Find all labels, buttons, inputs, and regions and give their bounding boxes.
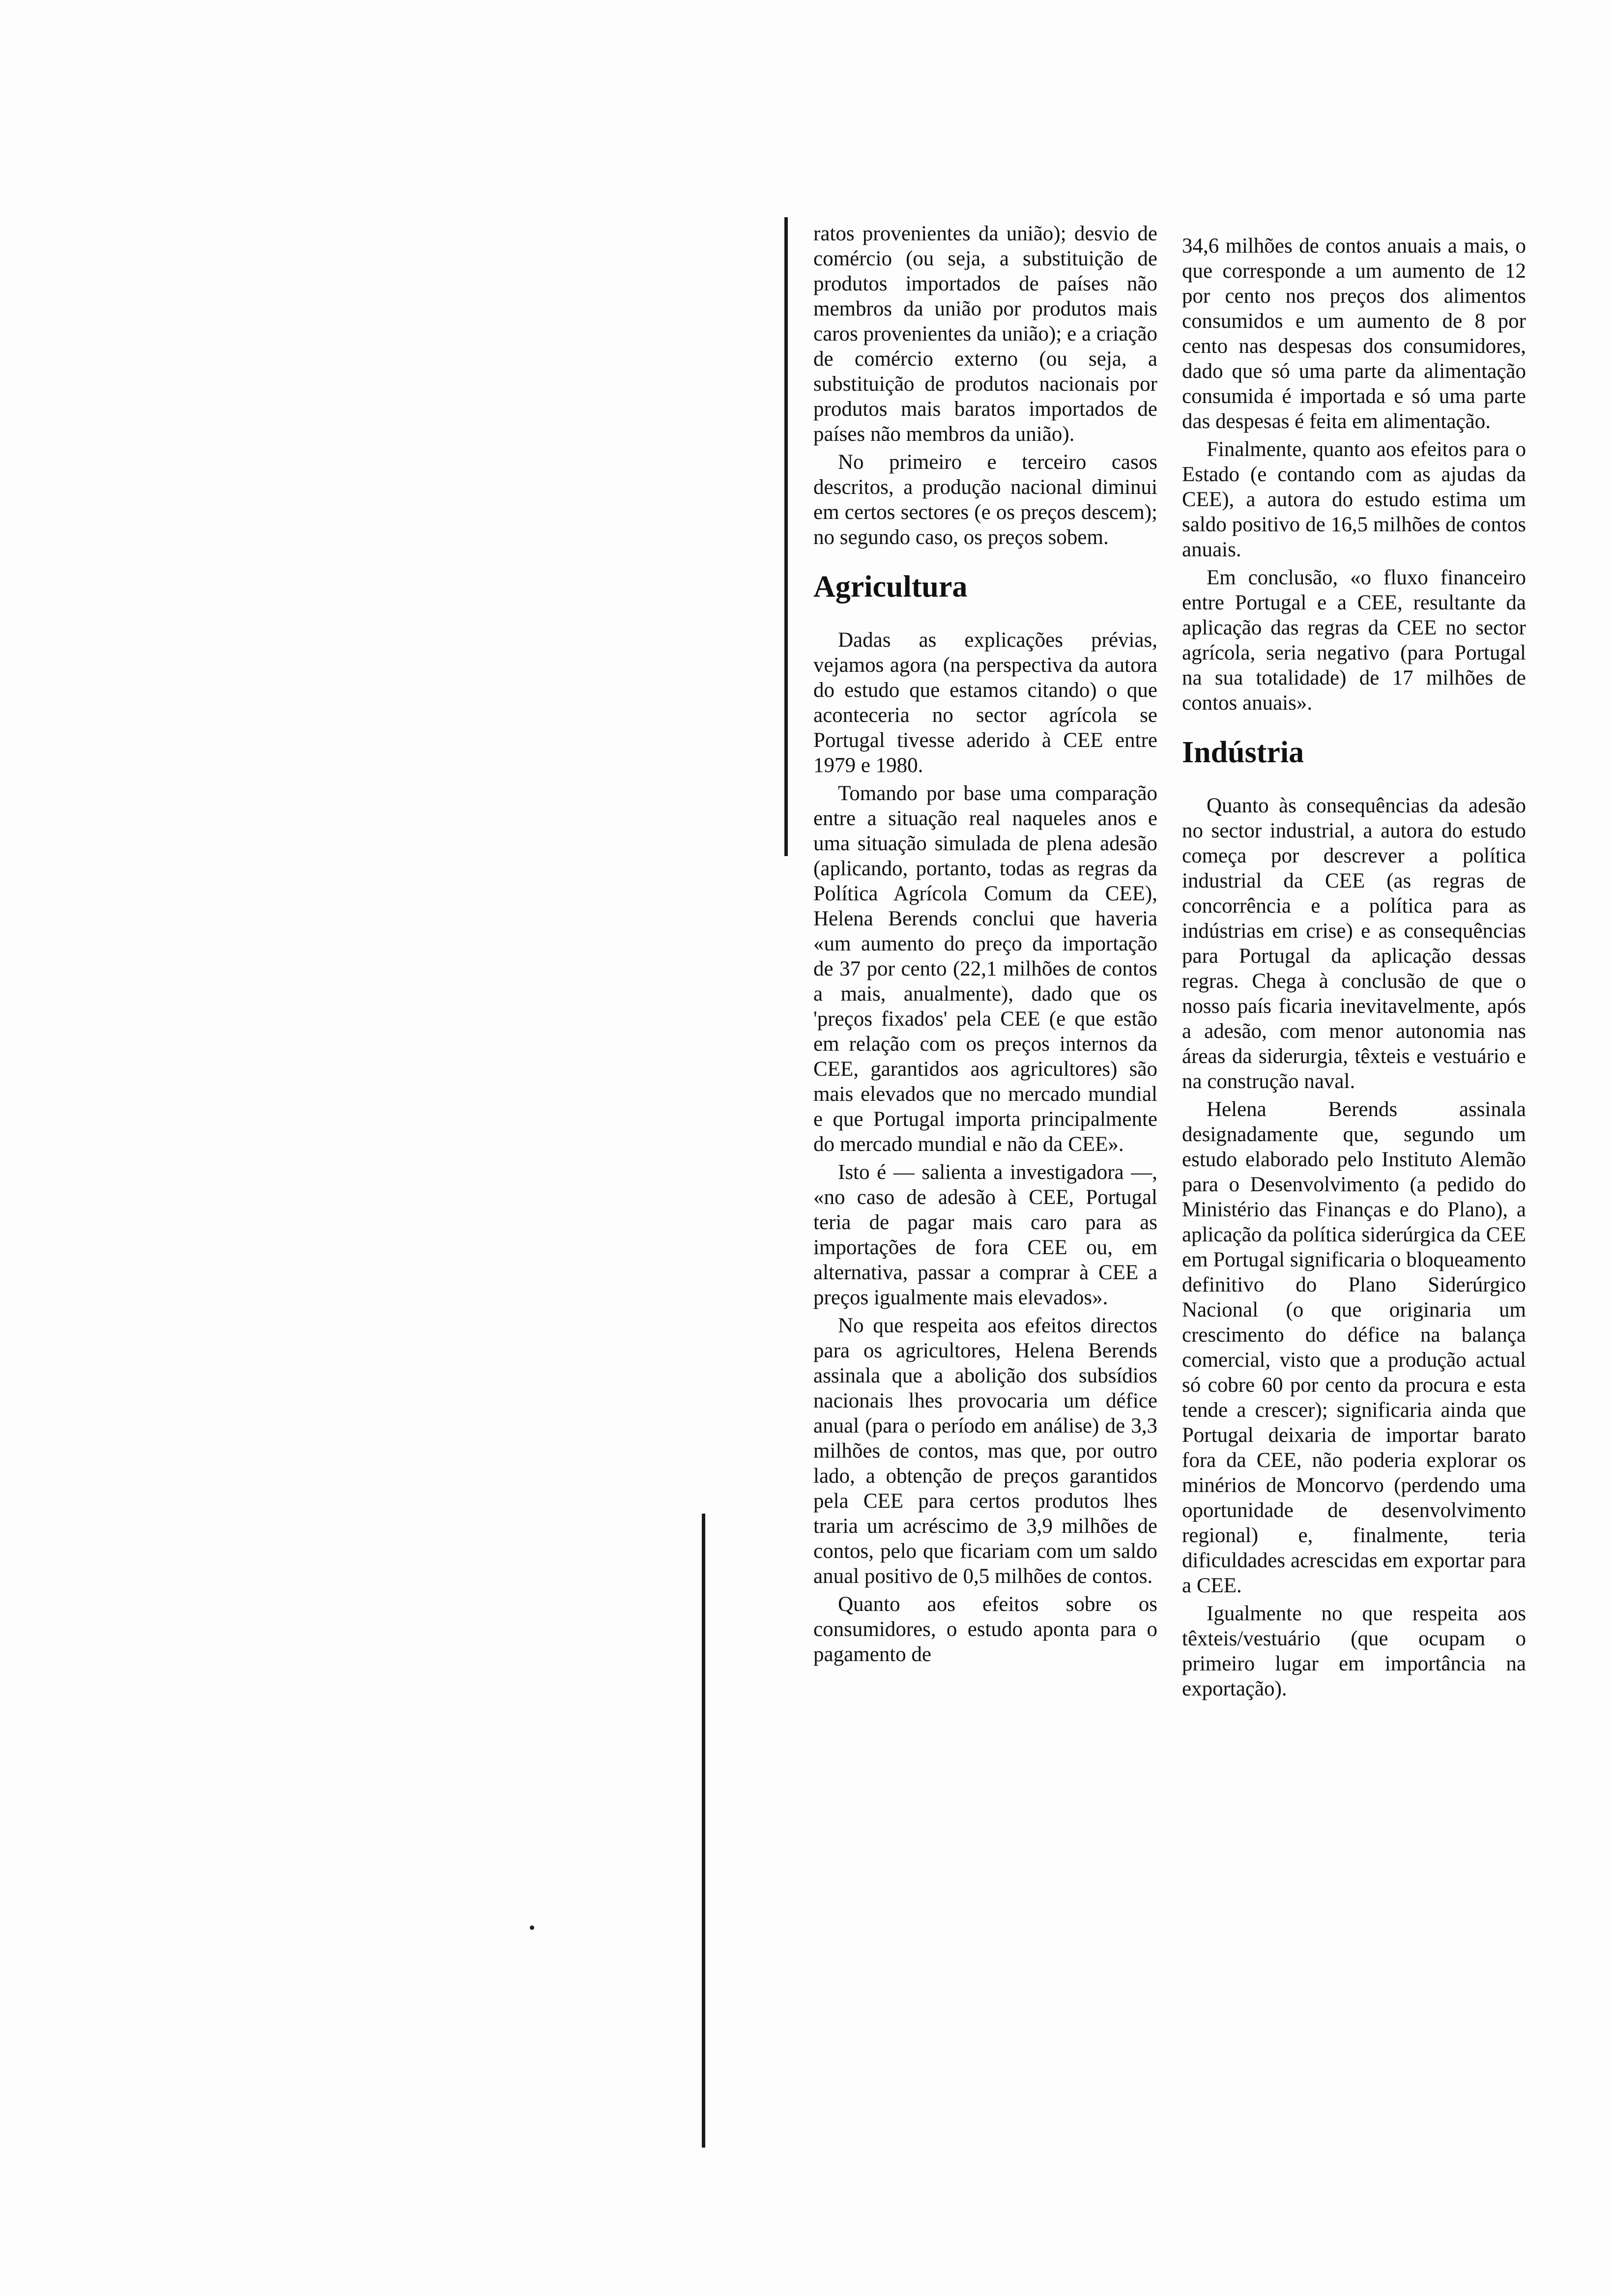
column-rule-upper [784,217,788,856]
paragraph: Tomando por base uma comparação entre a situação real naqueles anos e uma situação simulada de plena adesão (aplicando, portanto, todas as regras da Política Agrícola Comum da CEE), Helena Berends conclui que haveria «um aumento do preço da importação de 37 por cento (22,1 milhões de contos a mais, anualmente), dado que os 'preços fixados' pela CEE (e que estão em relação com os preços internos da CEE, garantidos aos agricultores) são mais elevados que no mercado mundial e que Portugal importa principalmente do mercado mundial e não da CEE». [813,782,1157,1156]
scan-speck [530,1925,534,1930]
paragraph: Helena Berends assinala designadamente que, segundo um estudo elaborado pelo Instituto Alemão para o Desenvolvimento (a pedido do Ministério das Finanças e do Plano), a aplicação da política siderúrgica da CEE em Portugal significaria o bloqueamento definitivo do Plano Siderúrgico Nacional (o que originaria um crescimento do défice na balança comercial, visto que a produção actual só cobre 60 por cento da procura e esta tende a crescer); significaria ainda que Portugal deixaria de importar barato fora da CEE, não poderia explorar os minérios de Moncorvo (perdendo uma oportunidade de desenvolvimento regional) e, finalmente, teria dificuldades acrescidas em exportar para a CEE. [1182,1098,1526,1597]
paragraph: Quanto às consequências da adesão no sector industrial, a autora do estudo começa por descrever a política industrial da CEE (as regras de concorrência e a política para as indústrias em crise) e as consequências para Portugal da aplicação dessas regras. Chega à conclusão de que o nosso país ficaria inevitavelmente, após a adesão, com menor autonomia nas áreas da siderurgia, têxteis e vestuário e na construção naval. [1182,794,1526,1093]
paragraph: Em conclusão, «o fluxo financeiro entre Portugal e a CEE, resultante da aplicação das regras da CEE no sector agrícola, seria negativo (para Portugal na sua totalidade) de 17 milhões de contos anuais». [1182,566,1526,715]
section-heading-industria: Indústria [1182,736,1304,769]
section-heading-agricultura: Agricultura [813,570,968,603]
paragraph: 34,6 milhões de contos anuais a mais, o que corresponde a um aumento de 12 por cento nos preços dos alimentos consumidos e um aumento de 8 por cento nas despesas dos consumidores, dado que só uma parte da alimentação consumida é importada e só uma parte das despesas é feita em alimentação. [1182,234,1526,433]
paragraph: Dadas as explicações prévias, vejamos agora (na perspectiva da autora do estudo que estamos citando) o que aconteceria no sector agrícola se Portugal tivesse aderido à CEE entre 1979 e 1980. [813,629,1157,777]
paragraph: Quanto aos efeitos sobre os consumidores, o estudo aponta para o pagamento de [813,1593,1157,1666]
column-rule-lower [702,1514,705,2148]
paragraph: No que respeita aos efeitos directos para os agricultores, Helena Berends assinala que a abolição dos subsídios nacionais lhes provocaria um défice anual (para o período em análise) de 3,3 milhões de contos, mas que, por outro lado, a obtenção de preços garantidos pela CEE para certos produtos lhes traria um acréscimo de 3,9 milhões de contos, pelo que ficariam com um saldo anual positivo de 0,5 milhões de contos. [813,1314,1157,1588]
paragraph: ratos provenientes da união); desvio de comércio (ou seja, a substituição de produtos importados de países não membros da união por produtos mais caros provenientes da união); e a criação de comércio externo (ou seja, a substituição de produtos nacionais por produtos mais baratos importados de países não membros da união). [813,222,1157,446]
paragraph: Isto é — salienta a investigadora —, «no caso de adesão à CEE, Portugal teria de pagar mais caro para as importações de fora CEE ou, em alternativa, passar a comprar à CEE a preços igualmente mais elevados». [813,1161,1157,1309]
paragraph: No primeiro e terceiro casos descritos, a produção nacional diminui em certos sectores (e os preços descem); no segundo caso, os preços sobem. [813,451,1157,549]
paragraph: Igualmente no que respeita aos têxteis/vestuário (que ocupam o primeiro lugar em importância na exportação). [1182,1602,1526,1700]
article-right-column [1182,233,1526,1704]
paragraph: Finalmente, quanto aos efeitos para o Estado (e contando com as ajudas da CEE), a autora do estudo estima um saldo positivo de 16,5 milhões de contos anuais. [1182,438,1526,561]
article-left-column [813,221,1157,1670]
